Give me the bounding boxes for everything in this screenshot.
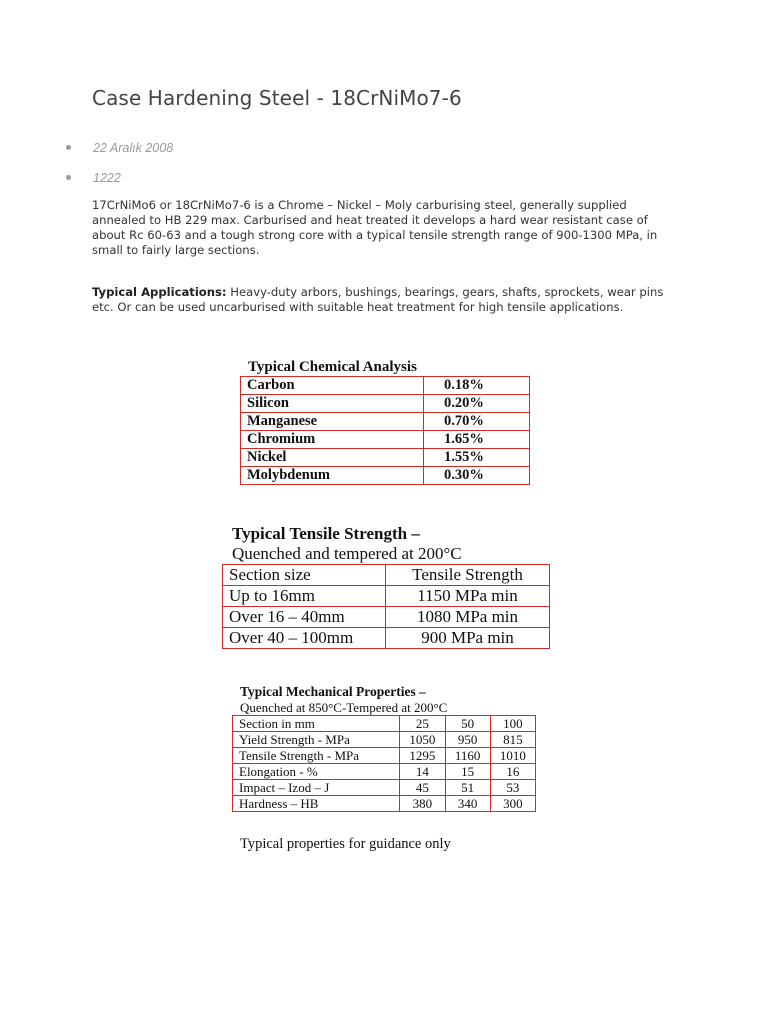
- percent-cell: 1.65%: [424, 431, 530, 449]
- percent-cell: 0.18%: [424, 377, 530, 395]
- value-cell: 51: [445, 780, 490, 796]
- view-count: [66, 171, 121, 185]
- value-cell: 340: [445, 796, 490, 812]
- table-row: [233, 780, 536, 796]
- table-row: [233, 764, 536, 780]
- header-cell: Tensile Strength: [386, 565, 550, 586]
- property-cell: Tensile Strength - MPa: [233, 748, 400, 764]
- table-row: [241, 449, 530, 467]
- table-row: [241, 413, 530, 431]
- tensile-strength-subcaption: Quenched and tempered at 200°C: [232, 544, 462, 563]
- section-cell: Over 40 – 100mm: [223, 628, 386, 649]
- value-cell: 15: [445, 764, 490, 780]
- property-cell: Elongation - %: [233, 764, 400, 780]
- applications-paragraph: [92, 285, 682, 315]
- chemical-analysis-image: [240, 358, 530, 485]
- percent-cell: 1.55%: [424, 449, 530, 467]
- element-cell: Molybdenum: [241, 467, 424, 485]
- percent-cell: 0.70%: [424, 413, 530, 431]
- value-cell: 1160: [445, 748, 490, 764]
- mechanical-properties-image: [232, 684, 536, 812]
- value-cell: 1295: [400, 748, 445, 764]
- property-cell: Yield Strength - MPa: [233, 732, 400, 748]
- guidance-note: Typical properties for guidance only: [240, 836, 451, 852]
- table-header-row: [223, 565, 550, 586]
- strength-cell: 1150 MPa min: [386, 586, 550, 607]
- bullet-dot-icon: [66, 175, 71, 180]
- table-row: [223, 586, 550, 607]
- post-date: [66, 141, 173, 155]
- element-cell: Nickel: [241, 449, 424, 467]
- applications-text: Heavy-duty arbors, bushings, bearings, gears, shafts, sprockets, wear pins etc. Or can be used uncarburised with suitable heat treatment for high tensile applications.: [92, 285, 664, 314]
- mechanical-properties-table: [232, 715, 536, 812]
- property-cell: Impact – Izod – J: [233, 780, 400, 796]
- value-cell: 16: [490, 764, 535, 780]
- value-cell: 45: [400, 780, 445, 796]
- value-cell: 1010: [490, 748, 535, 764]
- value-cell: 380: [400, 796, 445, 812]
- strength-cell: 900 MPa min: [386, 628, 550, 649]
- table-row: [241, 377, 530, 395]
- view-count-text: 1222: [93, 171, 121, 185]
- section-cell: Over 16 – 40mm: [223, 607, 386, 628]
- table-row: [241, 431, 530, 449]
- property-cell: Hardness – HB: [233, 796, 400, 812]
- value-cell: 14: [400, 764, 445, 780]
- value-cell: 300: [490, 796, 535, 812]
- element-cell: Silicon: [241, 395, 424, 413]
- percent-cell: 0.30%: [424, 467, 530, 485]
- header-cell: 50: [445, 716, 490, 732]
- table-row: [223, 628, 550, 649]
- value-cell: 950: [445, 732, 490, 748]
- element-cell: Chromium: [241, 431, 424, 449]
- chemical-analysis-caption: Typical Chemical Analysis: [248, 359, 417, 375]
- table-row: [233, 748, 536, 764]
- section-cell: Up to 16mm: [223, 586, 386, 607]
- table-row: [223, 607, 550, 628]
- percent-cell: 0.20%: [424, 395, 530, 413]
- tensile-strength-image: [222, 524, 550, 649]
- element-cell: Manganese: [241, 413, 424, 431]
- page-title: Case Hardening Steel - 18CrNiMo7-6: [92, 86, 462, 110]
- mechanical-properties-caption: Typical Mechanical Properties –: [240, 684, 426, 699]
- header-cell: 100: [490, 716, 535, 732]
- intro-paragraph: 17CrNiMo6 or 18CrNiMo7-6 is a Chrome – Nickel – Moly carburising steel, generally supplied annealed to HB 229 max. Carburised and heat treated it develops a hard wear resistant case of about Rc 60-63 and a tough strong core with a typical tensile strength range of 900-1300 MPa, in small to fairly large sections.: [92, 198, 658, 257]
- tensile-strength-table: [222, 564, 550, 649]
- table-header-row: [233, 716, 536, 732]
- bullet-dot-icon: [66, 145, 71, 150]
- header-cell: 25: [400, 716, 445, 732]
- mechanical-properties-subcaption: Quenched at 850°C-Tempered at 200°C: [240, 700, 448, 715]
- table-row: [233, 796, 536, 812]
- header-cell: Section size: [223, 565, 386, 586]
- post-date-text: 22 Aralık 2008: [93, 141, 174, 155]
- strength-cell: 1080 MPa min: [386, 607, 550, 628]
- tensile-strength-caption: Typical Tensile Strength –: [232, 524, 420, 543]
- applications-lead: Typical Applications:: [92, 285, 227, 299]
- value-cell: 53: [490, 780, 535, 796]
- value-cell: 1050: [400, 732, 445, 748]
- table-row: [233, 732, 536, 748]
- chemical-analysis-table: [240, 376, 530, 485]
- table-row: [241, 395, 530, 413]
- header-cell: Section in mm: [233, 716, 400, 732]
- value-cell: 815: [490, 732, 535, 748]
- table-row: [241, 467, 530, 485]
- element-cell: Carbon: [241, 377, 424, 395]
